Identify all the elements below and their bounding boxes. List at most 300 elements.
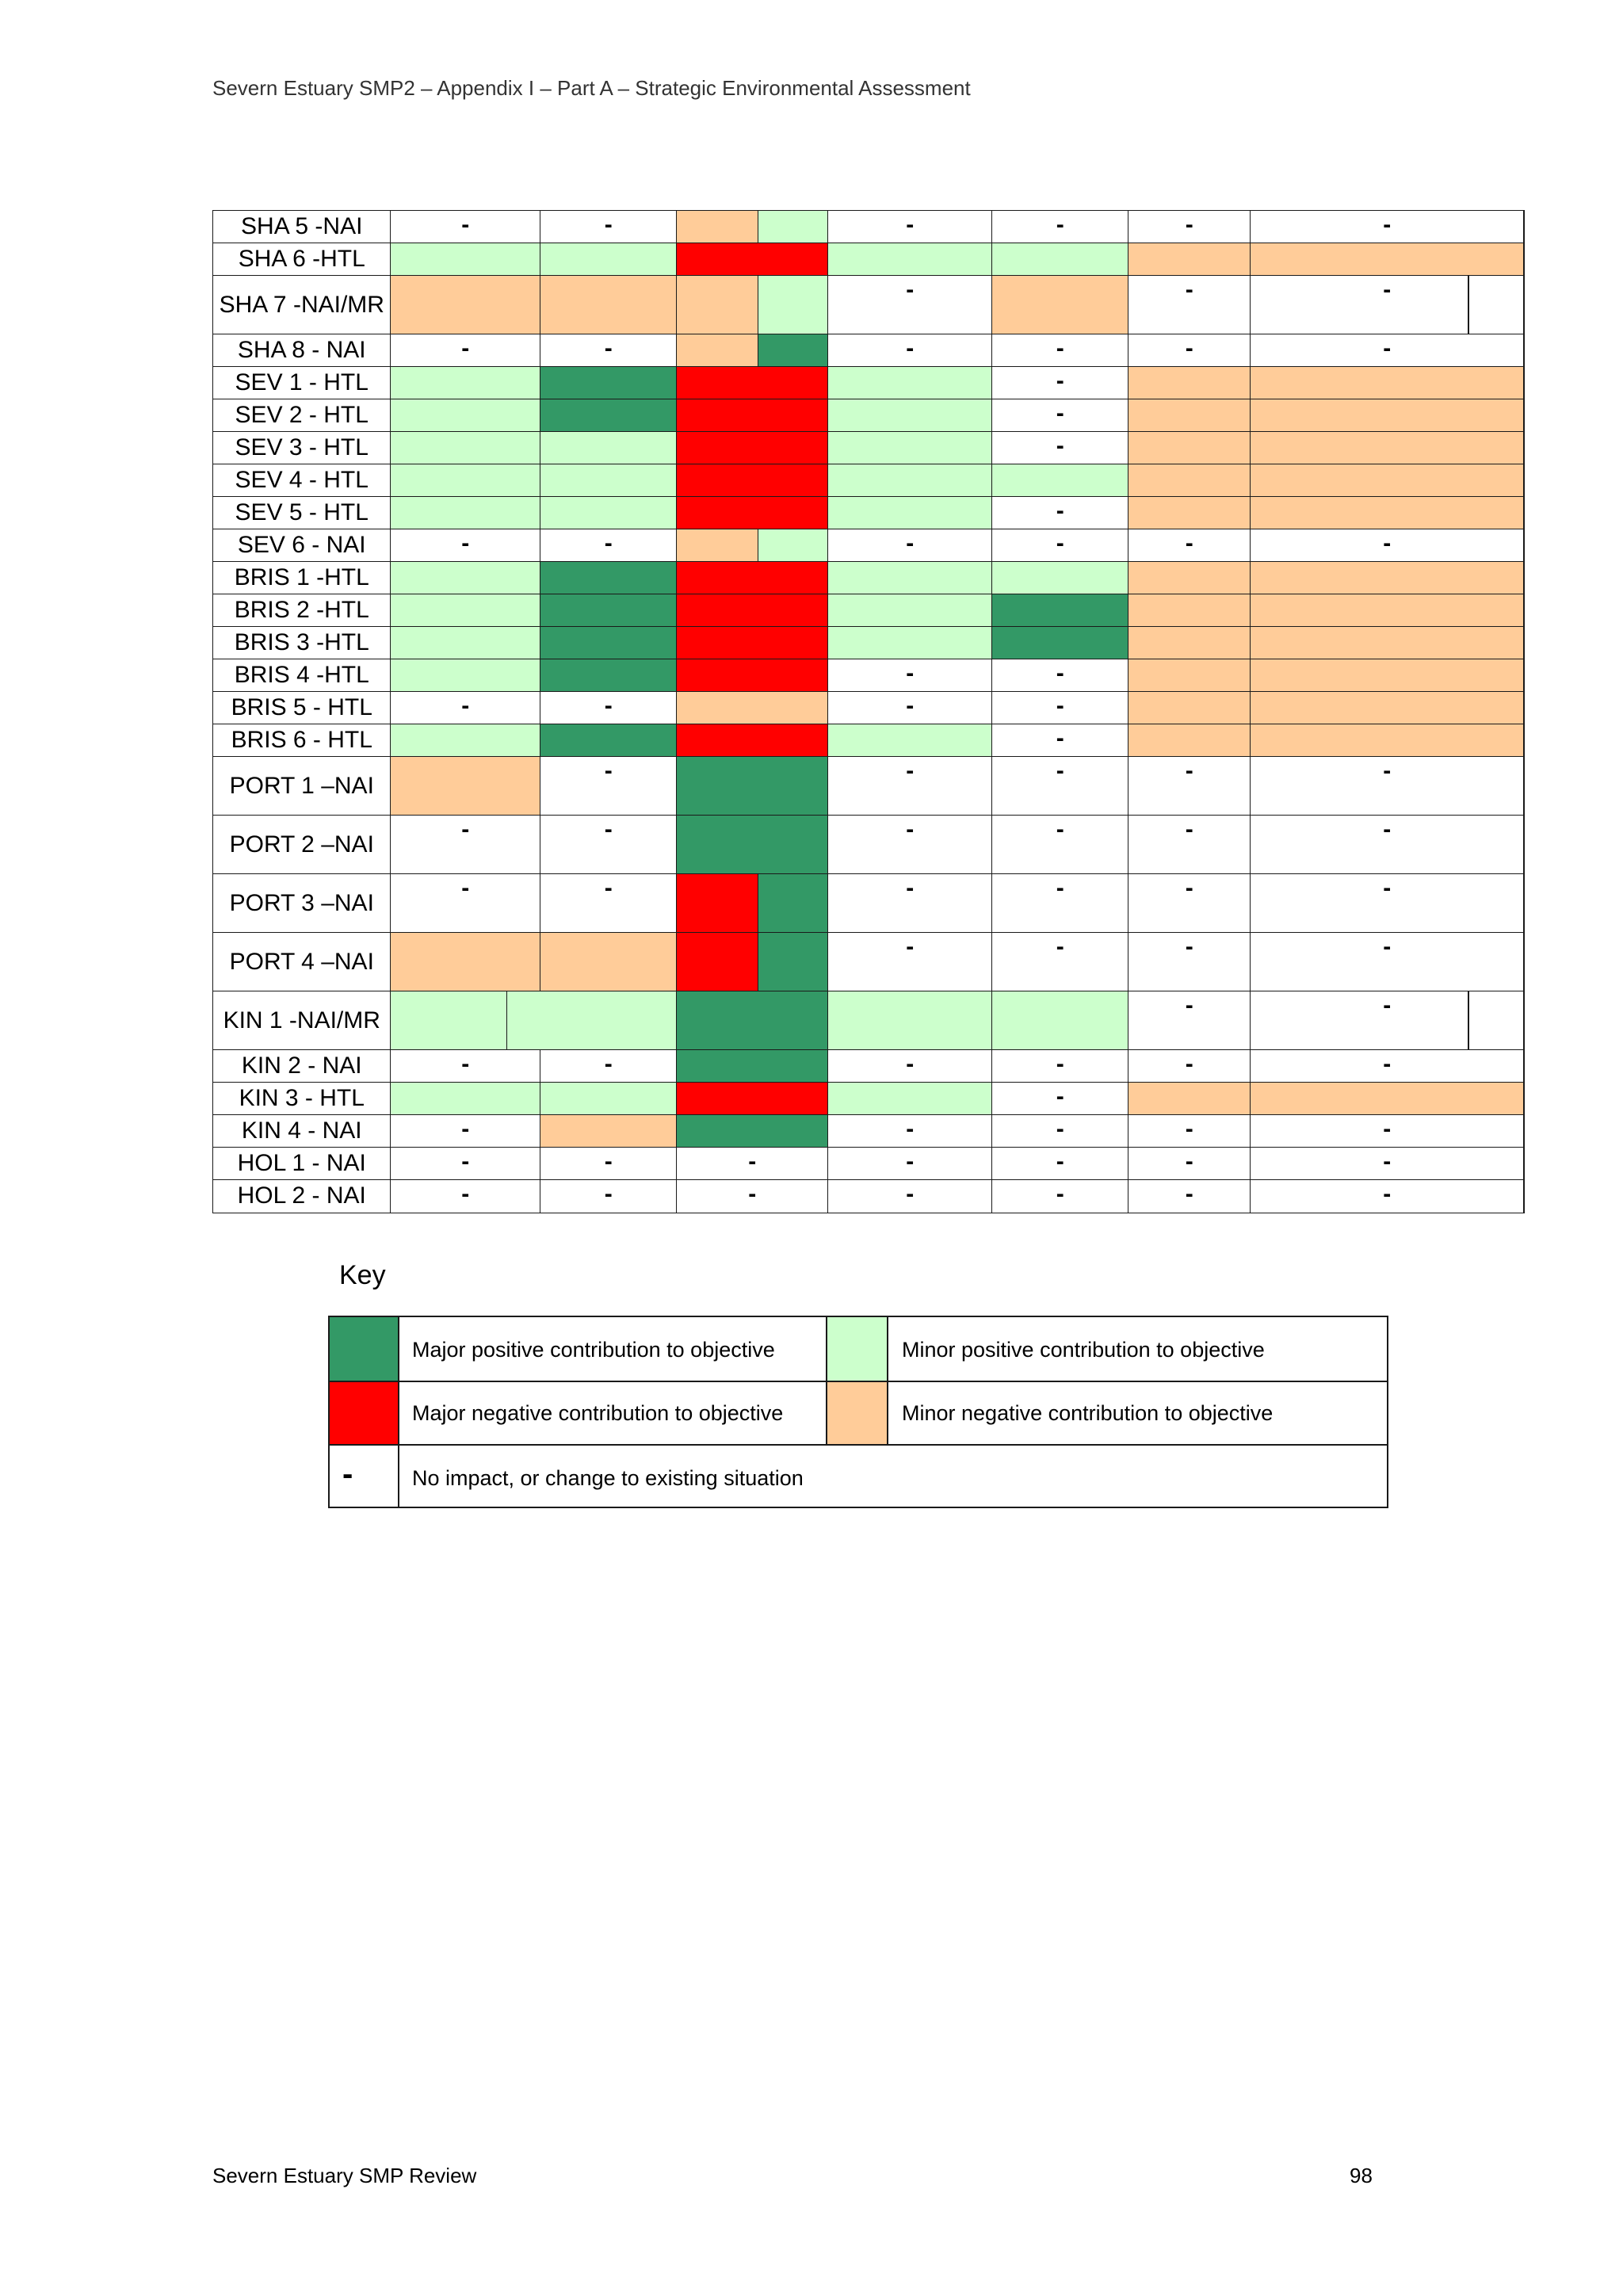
- minor-negative-cell: [1128, 496, 1251, 530]
- no-impact-symbol: -: [1056, 725, 1064, 751]
- row-label-text: KIN 2 - NAI: [241, 1052, 362, 1079]
- minor-positive-cell: [827, 724, 993, 758]
- no-impact-symbol: -: [1056, 212, 1064, 238]
- minor-negative-cell: [1128, 431, 1251, 465]
- no-impact-symbol: -: [1185, 816, 1193, 842]
- minor-positive-cell: [827, 1082, 993, 1116]
- row-label: [212, 366, 391, 400]
- no-impact-cell: [1250, 1147, 1525, 1181]
- minor-positive-cell: [540, 464, 678, 498]
- no-impact-symbol: -: [461, 1051, 470, 1077]
- no-impact-symbol: -: [1383, 335, 1392, 361]
- minor-negative-cell: [1128, 594, 1251, 628]
- major-negative-cell: [676, 873, 759, 934]
- no-impact-cell: [676, 1179, 829, 1213]
- minor-negative-cell: [1523, 366, 1525, 400]
- row-label: [212, 626, 391, 660]
- minor-positive-label: Minor positive contribution to objective: [902, 1338, 1265, 1362]
- row-label: [212, 243, 391, 277]
- row-label-text: NAI/MR: [300, 291, 384, 318]
- no-impact-cell: [1128, 210, 1251, 244]
- minor-positive-cell: [390, 626, 541, 660]
- no-impact-symbol: -: [1185, 335, 1193, 361]
- no-impact-symbol: -: [1056, 1116, 1064, 1142]
- key-column-divider: [398, 1317, 399, 1507]
- no-impact-symbol: -: [1383, 212, 1392, 238]
- no-impact-cell: [540, 691, 678, 725]
- minor-positive-cell: [506, 991, 678, 1051]
- minor-positive-cell: [991, 991, 1129, 1051]
- no-impact-symbol: -: [1185, 934, 1193, 960]
- no-impact-symbol: -: [906, 530, 915, 556]
- minor-positive-cell: [1523, 1114, 1525, 1148]
- minor-positive-swatch: [827, 1317, 887, 1381]
- page-header: Severn Estuary SMP2 – Appendix I – Part A – Strategic Environmental Assessment: [212, 76, 971, 100]
- minor-positive-cell: [827, 496, 993, 530]
- no-impact-symbol: -: [1056, 660, 1064, 686]
- no-impact-cell: [991, 756, 1129, 816]
- major-positive-cell: [676, 991, 829, 1051]
- minor-negative-cell: [540, 275, 678, 335]
- no-impact-symbol: -: [604, 816, 613, 842]
- row-label-text: NAI: [334, 831, 374, 858]
- minor-positive-cell: [758, 210, 829, 244]
- no-impact-cell: [1128, 1179, 1251, 1213]
- minor-negative-cell: [1523, 431, 1525, 465]
- no-impact-symbol: -: [906, 212, 915, 238]
- no-impact-cell: [991, 873, 1129, 934]
- no-impact-cell: [676, 1147, 829, 1181]
- no-impact-cell: [991, 431, 1129, 465]
- no-impact-cell: [1250, 991, 1525, 1051]
- no-impact-cell: [1128, 756, 1251, 816]
- no-impact-symbol: -: [1056, 498, 1064, 524]
- no-impact-symbol: -: [461, 1116, 470, 1142]
- no-impact-cell: [540, 334, 678, 368]
- no-impact-symbol: -: [1056, 1083, 1064, 1110]
- no-impact-symbol: -: [1383, 875, 1392, 901]
- no-impact-symbol: -: [1383, 758, 1392, 784]
- no-impact-symbol: -: [1383, 1148, 1392, 1175]
- no-impact-cell: [991, 529, 1129, 563]
- minor-positive-cell: [390, 724, 541, 758]
- row-label-text: BRIS 6 - HTL: [231, 727, 372, 754]
- minor-negative-cell: [390, 275, 541, 335]
- minor-negative-cell: [1523, 724, 1525, 758]
- no-impact-cell: [390, 1179, 541, 1213]
- minor-negative-cell: [1250, 659, 1525, 693]
- no-impact-cell: [390, 334, 541, 368]
- no-impact-cell: [827, 659, 993, 693]
- no-impact-symbol: -: [1185, 875, 1193, 901]
- row-label-text: SHA 7 -: [219, 291, 301, 318]
- no-impact-symbol: -: [1056, 1181, 1064, 1207]
- row-label-text: NAI/MR: [296, 1007, 380, 1033]
- minor-negative-cell: [1523, 1082, 1525, 1116]
- row-label: [212, 873, 391, 934]
- no-impact-symbol: -: [1383, 530, 1392, 556]
- row-label: [212, 691, 391, 725]
- no-impact-symbol: -: [604, 875, 613, 901]
- minor-negative-cell: [1250, 464, 1525, 498]
- major-positive-cell: [676, 815, 829, 875]
- no-impact-cell: [390, 873, 541, 934]
- no-impact-symbol: -: [906, 335, 915, 361]
- no-impact-cell: [827, 1147, 993, 1181]
- no-impact-cell: [540, 756, 678, 816]
- no-impact-symbol: -: [1383, 1181, 1392, 1207]
- no-impact-cell: [1250, 210, 1525, 244]
- major-positive-cell: [540, 659, 678, 693]
- no-impact-cell: [390, 529, 541, 563]
- no-impact-symbol: -: [604, 1148, 613, 1175]
- row-label: [212, 275, 391, 335]
- no-impact-symbol: -: [906, 816, 915, 842]
- minor-positive-cell: [991, 561, 1129, 595]
- no-impact-symbol: -: [604, 335, 613, 361]
- no-impact-cell: [390, 1147, 541, 1181]
- no-impact-cell: [540, 529, 678, 563]
- no-impact-cell: [827, 691, 993, 725]
- major-negative-label: Major negative contribution to objective: [412, 1401, 784, 1425]
- no-impact-symbol: -: [1383, 277, 1392, 303]
- no-impact-symbol: -: [906, 693, 915, 719]
- key-title: Key: [339, 1260, 386, 1290]
- minor-negative-cell: [1523, 561, 1525, 595]
- row-label: [212, 210, 391, 244]
- minor-positive-cell: [390, 659, 541, 693]
- no-impact-cell: [827, 334, 993, 368]
- row-label-text: BRIS 2 -HTL: [234, 597, 369, 624]
- minor-negative-cell: [1250, 399, 1525, 433]
- row-label: [212, 1147, 391, 1181]
- no-impact-symbol: -: [748, 1181, 757, 1207]
- no-impact-cell: [1128, 529, 1251, 563]
- major-positive-cell: [676, 1049, 829, 1083]
- assessment-matrix: [212, 210, 1523, 1213]
- no-impact-symbol: -: [1056, 875, 1064, 901]
- major-positive-cell: [540, 594, 678, 628]
- no-impact-symbol: -: [906, 1181, 915, 1207]
- no-impact-symbol: -: [604, 1051, 613, 1077]
- minor-positive-cell: [390, 366, 541, 400]
- major-negative-cell: [676, 659, 829, 693]
- minor-negative-cell: [1250, 724, 1525, 758]
- row-label: [212, 1049, 391, 1083]
- row-label-text: SEV 4 - HTL: [235, 467, 369, 494]
- no-impact-cell: [991, 334, 1129, 368]
- row-label-text: SEV 3 - HTL: [235, 434, 369, 461]
- minor-negative-cell: [1128, 464, 1251, 498]
- major-positive-label: Major positive contribution to objective: [412, 1338, 775, 1362]
- row-label: [212, 932, 391, 992]
- minor-negative-cell: [1523, 399, 1525, 433]
- minor-negative-cell: [1128, 366, 1251, 400]
- row-label-text: SEV 6 - NAI: [237, 532, 366, 559]
- no-impact-cell: [827, 1179, 993, 1213]
- no-impact-cell: [827, 275, 993, 335]
- no-impact-symbol: -: [906, 277, 915, 303]
- minor-positive-cell: [390, 1082, 541, 1116]
- no-impact-symbol: -: [906, 660, 915, 686]
- no-impact-cell: [991, 496, 1129, 530]
- no-impact-symbol: -: [604, 212, 613, 238]
- major-positive-cell: [676, 1114, 829, 1148]
- major-negative-swatch: [330, 1382, 398, 1444]
- no-impact-symbol: -: [1383, 1051, 1392, 1077]
- no-impact-cell: [390, 1049, 541, 1083]
- minor-positive-cell: [1523, 873, 1525, 934]
- row-label-text: HOL 1 - NAI: [237, 1150, 366, 1177]
- no-impact-symbol: -: [1185, 1181, 1193, 1207]
- no-impact-symbol: -: [906, 1051, 915, 1077]
- no-impact-cell: [991, 399, 1129, 433]
- no-impact-symbol: -: [1185, 1051, 1193, 1077]
- row-label: [212, 464, 391, 498]
- row-label-text: SEV 5 - HTL: [235, 499, 369, 526]
- no-impact-cell: [991, 1147, 1129, 1181]
- minor-positive-cell: [991, 464, 1129, 498]
- minor-positive-cell: [758, 275, 829, 335]
- minor-positive-cell: [540, 1082, 678, 1116]
- no-impact-symbol: -: [1056, 816, 1064, 842]
- minor-negative-cell: [1128, 561, 1251, 595]
- minor-negative-cell: [676, 334, 759, 368]
- no-impact-symbol: -: [1056, 758, 1064, 784]
- no-impact-symbol: -: [1056, 693, 1064, 719]
- no-impact-symbol: -: [604, 693, 613, 719]
- minor-negative-cell: [676, 691, 829, 725]
- minor-negative-cell: [991, 275, 1129, 335]
- minor-positive-cell: [1523, 815, 1525, 875]
- minor-negative-cell: [1523, 626, 1525, 660]
- minor-negative-cell: [1128, 626, 1251, 660]
- no-impact-cell: [827, 756, 993, 816]
- minor-negative-cell: [1250, 496, 1525, 530]
- no-impact-cell: [1128, 334, 1251, 368]
- row-label: [212, 399, 391, 433]
- no-impact-cell: [1128, 873, 1251, 934]
- minor-negative-cell: [1523, 464, 1525, 498]
- minor-negative-cell: [1523, 496, 1525, 530]
- no-impact-symbol: -: [604, 1181, 613, 1207]
- no-impact-cell: [991, 1179, 1129, 1213]
- no-impact-cell: [390, 1114, 541, 1148]
- minor-positive-cell: [827, 431, 993, 465]
- no-impact-cell: [991, 1114, 1129, 1148]
- row-label-text: SEV 1 - HTL: [235, 369, 369, 396]
- minor-negative-cell: [1128, 243, 1251, 277]
- minor-positive-cell: [540, 431, 678, 465]
- no-impact-symbol: -: [906, 1116, 915, 1142]
- minor-positive-cell: [827, 399, 993, 433]
- no-impact-symbol: -: [604, 758, 613, 784]
- no-impact-cell: [1250, 756, 1525, 816]
- no-impact-cell: [1128, 815, 1251, 875]
- minor-positive-cell: [827, 626, 993, 660]
- minor-negative-cell: [1250, 594, 1525, 628]
- no-impact-symbol: -: [1185, 758, 1193, 784]
- major-negative-cell: [676, 496, 829, 530]
- no-impact-cell: [827, 529, 993, 563]
- row-label: [212, 1114, 391, 1148]
- minor-negative-cell: [676, 275, 759, 335]
- major-negative-cell: [676, 243, 829, 277]
- minor-negative-cell: [1128, 691, 1251, 725]
- minor-negative-cell: [1468, 991, 1469, 1051]
- no-impact-symbol: -: [461, 212, 470, 238]
- no-impact-symbol: -: [342, 1457, 353, 1492]
- minor-positive-cell: [390, 561, 541, 595]
- no-impact-cell: [1128, 275, 1251, 335]
- minor-positive-cell: [390, 431, 541, 465]
- major-negative-cell: [676, 431, 829, 465]
- no-impact-cell: [827, 1114, 993, 1148]
- row-label-text: KIN 1 -: [223, 1007, 297, 1033]
- minor-negative-cell: [1128, 399, 1251, 433]
- no-impact-cell: [1250, 932, 1525, 992]
- no-impact-symbol: -: [906, 934, 915, 960]
- minor-negative-cell: [1250, 1082, 1525, 1116]
- no-impact-cell: [1250, 1049, 1525, 1083]
- major-positive-cell: [991, 626, 1129, 660]
- minor-positive-cell: [827, 366, 993, 400]
- row-label-text: PORT 4 –: [229, 948, 334, 975]
- minor-negative-cell: [676, 529, 759, 563]
- no-impact-symbol: -: [1056, 530, 1064, 556]
- no-impact-cell: [1250, 873, 1525, 934]
- row-label: [212, 1179, 391, 1213]
- row-label: [212, 561, 391, 595]
- no-impact-cell: [1250, 1114, 1525, 1148]
- no-impact-symbol: -: [461, 693, 470, 719]
- minor-positive-cell: [1523, 334, 1525, 368]
- row-label-text: PORT 2 –: [229, 831, 334, 858]
- no-impact-symbol: -: [461, 1148, 470, 1175]
- row-label-text: SEV 2 - HTL: [235, 402, 369, 429]
- row-label-text: PORT 3 –: [229, 889, 334, 916]
- no-impact-cell: [390, 815, 541, 875]
- no-impact-cell: [991, 691, 1129, 725]
- no-impact-cell: [540, 210, 678, 244]
- major-negative-cell: [676, 626, 829, 660]
- minor-negative-cell: [1128, 1082, 1251, 1116]
- minor-positive-cell: [1523, 529, 1525, 563]
- minor-positive-cell: [1523, 991, 1525, 1051]
- row-label-text: BRIS 5 - HTL: [231, 694, 372, 721]
- no-impact-cell: [991, 1049, 1129, 1083]
- row-label-text: PORT 1 –: [229, 772, 334, 799]
- no-impact-symbol: -: [1056, 1051, 1064, 1077]
- no-impact-cell: [991, 932, 1129, 992]
- row-label: [212, 529, 391, 563]
- no-impact-cell: [827, 815, 993, 875]
- no-impact-cell: [827, 210, 993, 244]
- row-label-text: BRIS 1 -HTL: [234, 564, 369, 591]
- no-impact-symbol: -: [748, 1148, 757, 1175]
- row-label-text: HOL 2 - NAI: [237, 1182, 366, 1209]
- row-label: [212, 334, 391, 368]
- no-impact-symbol: -: [1185, 277, 1193, 303]
- no-impact-symbol: -: [1383, 816, 1392, 842]
- no-impact-cell: [1250, 1179, 1525, 1213]
- major-negative-cell: [676, 464, 829, 498]
- no-impact-symbol: -: [1185, 1148, 1193, 1175]
- minor-negative-cell: [1250, 691, 1525, 725]
- minor-negative-cell: [1250, 431, 1525, 465]
- minor-positive-cell: [1523, 932, 1525, 992]
- major-positive-swatch: [330, 1317, 398, 1381]
- no-impact-symbol: -: [1383, 934, 1392, 960]
- major-positive-cell: [540, 399, 678, 433]
- minor-negative-swatch: [827, 1382, 887, 1444]
- key-column-divider: [887, 1317, 888, 1444]
- minor-positive-cell: [827, 594, 993, 628]
- minor-positive-cell: [827, 561, 993, 595]
- no-impact-cell: [991, 724, 1129, 758]
- row-label-text: SHA 5 -NAI: [241, 213, 363, 240]
- minor-negative-cell: [676, 210, 759, 244]
- minor-negative-cell: [390, 932, 541, 992]
- no-impact-cell: [1250, 529, 1525, 563]
- no-impact-cell: [1128, 932, 1251, 992]
- no-impact-cell: [1128, 1114, 1251, 1148]
- minor-negative-cell: [1250, 626, 1525, 660]
- no-impact-cell: [540, 815, 678, 875]
- minor-positive-cell: [390, 243, 541, 277]
- row-label: [212, 1082, 391, 1116]
- no-impact-cell: [827, 1049, 993, 1083]
- no-impact-symbol: -: [461, 335, 470, 361]
- no-impact-symbol: -: [1383, 1116, 1392, 1142]
- no-impact-cell: [827, 932, 993, 992]
- row-label-text: SHA 6 -HTL: [238, 246, 365, 273]
- no-impact-label: No impact, or change to existing situation: [412, 1466, 804, 1490]
- no-impact-symbol: -: [1056, 400, 1064, 426]
- no-impact-cell: [540, 1049, 678, 1083]
- row-label: [212, 724, 391, 758]
- minor-positive-cell: [540, 243, 678, 277]
- no-impact-symbol: -: [1185, 992, 1193, 1018]
- major-positive-cell: [540, 561, 678, 595]
- major-negative-cell: [676, 724, 829, 758]
- minor-negative-cell: [1523, 691, 1525, 725]
- no-impact-symbol: -: [1056, 934, 1064, 960]
- major-positive-cell: [540, 626, 678, 660]
- no-impact-symbol: -: [1056, 335, 1064, 361]
- minor-negative-cell: [1523, 243, 1525, 277]
- minor-negative-cell: [1250, 561, 1525, 595]
- no-impact-symbol: -: [461, 875, 470, 901]
- minor-negative-cell: [1523, 659, 1525, 693]
- row-label-text: NAI: [334, 948, 374, 975]
- major-negative-cell: [676, 366, 829, 400]
- minor-negative-cell: [1250, 366, 1525, 400]
- no-impact-cell: [540, 1179, 678, 1213]
- row-label-text: NAI: [334, 889, 374, 916]
- row-label: [212, 991, 391, 1051]
- major-negative-cell: [676, 399, 829, 433]
- row-label-text: KIN 4 - NAI: [241, 1117, 362, 1144]
- no-impact-symbol: -: [1185, 530, 1193, 556]
- no-impact-cell: [1128, 1049, 1251, 1083]
- no-impact-cell: [1250, 334, 1525, 368]
- no-impact-symbol: -: [461, 816, 470, 842]
- page-number: 98: [1350, 2164, 1373, 2187]
- minor-positive-cell: [1523, 275, 1525, 335]
- minor-positive-cell: [1523, 210, 1525, 244]
- no-impact-symbol: -: [1056, 1148, 1064, 1175]
